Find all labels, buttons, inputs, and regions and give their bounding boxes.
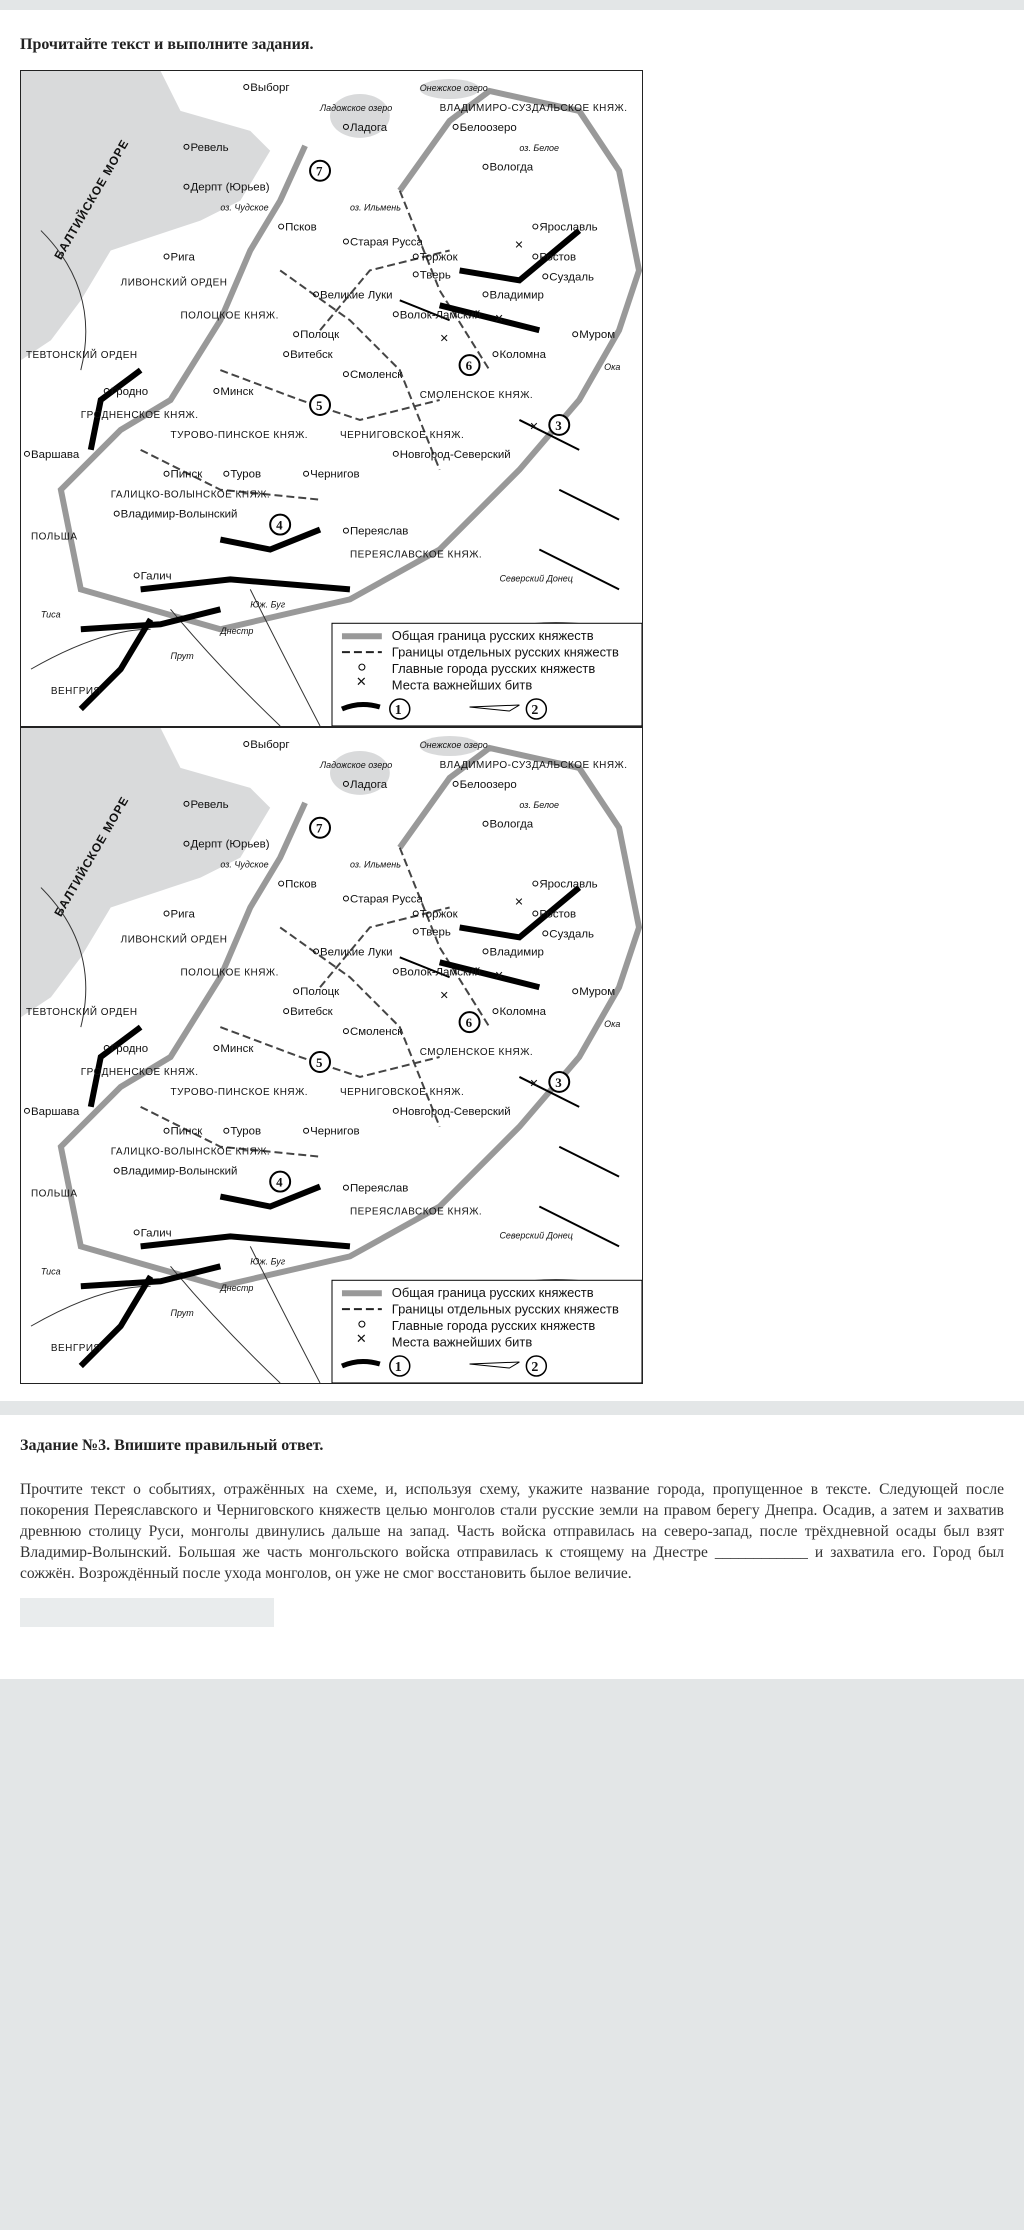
- city-label: Владимир: [489, 289, 544, 302]
- battle-marker-number: 4: [276, 1174, 283, 1190]
- region-label: ЛИВОНСКИЙ ОРДЕН: [120, 277, 228, 289]
- battle-cross-icon: ✕: [514, 896, 524, 909]
- city-label: Минск: [220, 386, 254, 399]
- historical-map-copy: [20, 727, 643, 1384]
- region-label: ГРОДНЕНСКОЕ КНЯЖ.: [80, 409, 199, 421]
- legend-number-2: 2: [531, 1359, 539, 1375]
- city-label: Ярославль: [539, 878, 598, 891]
- city-label: Ревель: [190, 141, 229, 154]
- city-label: Торжок: [419, 251, 458, 264]
- region-label: ЧЕРНИГОВСКОЕ КНЯЖ.: [339, 429, 465, 441]
- city-label: Дерпт (Юрьев): [190, 181, 270, 194]
- legend-item: Места важнейших битв: [391, 677, 533, 693]
- battle-cross-icon: ✕: [514, 239, 524, 252]
- city-label: Переяслав: [349, 525, 409, 538]
- region-label: ПЕРЕЯСЛАВСКОЕ КНЯЖ.: [349, 1206, 483, 1218]
- city-label: Полоцк: [300, 986, 340, 999]
- task-text: Прочтите текст о событиях, отражённых на схеме, и, используя схему, укажите название города, пропущенное в тексте. Следующей после покорения Переяславского и Черниговского княжеств целью монголов стали русские земли на правом берегу Днепра. Осадив, а затем и захватив древнюю столицу Руси, монголы двинулись дальше на запад. Часть войска отправилась на северо-запад, после трёхдневной осады был взят Владимир-Волынский. Большая же часть монгольского войска отправилась к стоящему на Днестре ____________ и захватила его. Город был сожжён. Возрождённый после ухода монголов, он уже не смог восстановить былое величие.: [20, 1481, 1004, 1582]
- city-label: Варшава: [30, 448, 80, 461]
- city-label: Смоленск: [349, 369, 403, 382]
- battle-marker-number: 3: [555, 1074, 562, 1090]
- region-label: ГАЛИЦКО-ВОЛЫНСКОЕ КНЯЖ.: [110, 489, 271, 501]
- lake-label: Ладожское озеро: [320, 759, 393, 770]
- river-label: Северский Донец: [499, 573, 573, 584]
- city-label: Минск: [220, 1043, 254, 1056]
- city-label: Белоозеро: [459, 121, 517, 134]
- legend-item: Главные города русских княжеств: [391, 1318, 596, 1334]
- battle-cross-icon: ✕: [529, 420, 539, 433]
- city-label: Суздаль: [549, 928, 595, 941]
- city-label: Вологда: [489, 161, 534, 174]
- region-label: ТЕВТОНСКИЙ ОРДЕН: [25, 1007, 138, 1019]
- region-label: ВЛАДИМИРО-СУЗДАЛЬСКОЕ КНЯЖ.: [439, 102, 628, 114]
- city-label: Новгород-Северский: [399, 448, 511, 461]
- river-label: Прут: [170, 651, 194, 662]
- battle-marker-number: 5: [316, 1054, 323, 1070]
- lake-label: оз. Чудское: [220, 859, 269, 870]
- city-label: Торжок: [419, 908, 458, 921]
- city-label: Выборг: [250, 81, 290, 94]
- city-label: Владимир-Волынский: [120, 1165, 238, 1178]
- region-label: ПЕРЕЯСЛАВСКОЕ КНЯЖ.: [349, 549, 483, 561]
- sea-label: БАЛТИЙСКОЕ МОРЕ: [51, 136, 132, 262]
- battle-cross-icon: ✕: [494, 970, 504, 983]
- lake-label: оз. Ильмень: [349, 202, 401, 213]
- region-label: ГАЛИЦКО-ВОЛЫНСКОЕ КНЯЖ.: [110, 1146, 271, 1158]
- battle-cross-icon: ✕: [494, 313, 504, 326]
- city-label: Муром: [579, 329, 616, 342]
- battle-marker-number: 4: [276, 517, 283, 533]
- task-title: Задание №3. Впишите правильный ответ.: [20, 1437, 324, 1454]
- city-label: Рига: [170, 908, 195, 921]
- region-label: ВЕНГРИЯ: [50, 1343, 102, 1355]
- battle-marker-number: 5: [316, 397, 323, 413]
- legend-item: Границы отдельных русских княжеств: [391, 1301, 619, 1317]
- city-label: Ростов: [539, 251, 577, 264]
- battle-marker-number: 7: [316, 163, 323, 179]
- region-label: ПОЛОЦКОЕ КНЯЖ.: [180, 310, 279, 322]
- answer-input[interactable]: [20, 1598, 274, 1627]
- city-label: Белоозеро: [459, 778, 517, 791]
- region-label: ПОЛЬША: [30, 1188, 78, 1200]
- legend-item: Главные города русских княжеств: [391, 661, 596, 677]
- city-label: Тверь: [419, 269, 451, 282]
- river-label: Юж. Буг: [250, 1256, 286, 1267]
- city-label: Псков: [285, 878, 317, 891]
- city-label: Суздаль: [549, 271, 595, 284]
- lake-label: Онежское озеро: [419, 739, 488, 750]
- city-label: Коломна: [499, 349, 547, 362]
- legend-item: Общая граница русских княжеств: [391, 1285, 594, 1301]
- region-label: ТУРОВО-ПИНСКОЕ КНЯЖ.: [170, 429, 309, 441]
- city-label: Смоленск: [349, 1026, 403, 1039]
- map-legend: [332, 1280, 642, 1383]
- city-label: Пинск: [170, 1125, 203, 1138]
- city-label: Новгород-Северский: [399, 1105, 511, 1118]
- reading-section: [0, 10, 1024, 1401]
- city-label: Старая Русса: [349, 236, 423, 249]
- city-label: Полоцк: [300, 329, 340, 342]
- city-label: Рига: [170, 251, 195, 264]
- city-label: Коломна: [499, 1006, 547, 1019]
- city-label: Ладога: [349, 778, 388, 791]
- city-label: Дерпт (Юрьев): [190, 838, 270, 851]
- city-label: Галич: [140, 1227, 172, 1240]
- lake-label: Онежское озеро: [419, 82, 488, 93]
- city-label: Великие Луки: [320, 289, 393, 302]
- lake-label: оз. Чудское: [220, 202, 269, 213]
- lake-label: оз. Белое: [519, 142, 560, 153]
- city-label: Владимир-Волынский: [120, 508, 238, 521]
- city-label: Муром: [579, 986, 616, 999]
- region-label: ГРОДНЕНСКОЕ КНЯЖ.: [80, 1066, 199, 1078]
- city-label: Ростов: [539, 908, 577, 921]
- battle-cross-icon: ✕: [439, 333, 449, 346]
- lake-label: оз. Ильмень: [349, 859, 401, 870]
- region-label: ЧЕРНИГОВСКОЕ КНЯЖ.: [339, 1086, 465, 1098]
- city-label: Пинск: [170, 468, 203, 481]
- region-label: ВЛАДИМИРО-СУЗДАЛЬСКОЕ КНЯЖ.: [439, 759, 628, 771]
- river-label: Ока: [604, 1019, 621, 1030]
- river-label: Днестр: [220, 1283, 254, 1294]
- battle-cross-icon: ✕: [529, 1077, 539, 1090]
- city-label: Псков: [285, 221, 317, 234]
- city-label: Волок-Ламский: [399, 966, 481, 979]
- river-label: Ока: [604, 362, 621, 373]
- lake-label: оз. Белое: [519, 799, 560, 810]
- river-label: Прут: [170, 1308, 194, 1319]
- city-label: Туров: [230, 1125, 262, 1138]
- task-section: [0, 1415, 1024, 1679]
- legend-item: Общая граница русских княжеств: [391, 628, 594, 644]
- battle-marker-number: 6: [465, 1015, 473, 1031]
- city-label: Чернигов: [310, 468, 360, 481]
- city-label: Великие Луки: [320, 946, 393, 959]
- city-label: Галич: [140, 570, 172, 583]
- city-label: Витебск: [290, 349, 333, 362]
- sea-label: БАЛТИЙСКОЕ МОРЕ: [51, 793, 132, 919]
- region-label: СМОЛЕНСКОЕ КНЯЖ.: [419, 1047, 534, 1059]
- lake-label: Ладожское озеро: [320, 102, 393, 113]
- city-label: Туров: [230, 468, 262, 481]
- region-label: ТУРОВО-ПИНСКОЕ КНЯЖ.: [170, 1086, 309, 1098]
- battle-marker-number: 3: [555, 417, 562, 433]
- city-label: Тверь: [419, 926, 451, 939]
- region-label: СМОЛЕНСКОЕ КНЯЖ.: [419, 390, 534, 402]
- city-label: Переяслав: [349, 1182, 409, 1195]
- battle-marker-number: 6: [465, 358, 473, 374]
- top-bar: [0, 0, 1024, 10]
- region-label: ЛИВОНСКИЙ ОРДЕН: [120, 934, 228, 946]
- city-label: Волок-Ламский: [399, 309, 481, 322]
- legend-number-1: 1: [394, 702, 402, 718]
- city-label: Ярославль: [539, 221, 598, 234]
- city-label: Выборг: [250, 738, 290, 751]
- instruction-heading: Прочитайте текст и выполните задания.: [20, 36, 314, 53]
- river-label: Юж. Буг: [250, 599, 286, 610]
- region-label: ТЕВТОНСКИЙ ОРДЕН: [25, 350, 138, 362]
- section-divider: [0, 1401, 1024, 1415]
- city-label: Вологда: [489, 818, 534, 831]
- region-label: ПОЛЬША: [30, 531, 78, 543]
- legend-number-2: 2: [531, 702, 539, 718]
- region-label: ВЕНГРИЯ: [50, 686, 102, 698]
- region-label: ПОЛОЦКОЕ КНЯЖ.: [180, 967, 279, 979]
- legend-item: Границы отдельных русских княжеств: [391, 644, 619, 660]
- battle-marker-number: 7: [316, 820, 323, 836]
- map-legend: [332, 623, 642, 726]
- city-label: Владимир: [489, 946, 544, 959]
- city-label: Гродно: [110, 1043, 149, 1056]
- river-label: Тиса: [40, 609, 61, 620]
- city-label: Гродно: [110, 386, 149, 399]
- legend-item: Места важнейших битв: [391, 1334, 533, 1350]
- city-label: Ладога: [349, 121, 388, 134]
- river-label: Днестр: [220, 626, 254, 637]
- river-label: Тиса: [40, 1266, 61, 1277]
- battle-cross-icon: ✕: [355, 674, 367, 690]
- legend-number-1: 1: [394, 1359, 402, 1375]
- river-label: Северский Донец: [499, 1230, 573, 1241]
- historical-map: [20, 70, 643, 727]
- city-label: Витебск: [290, 1006, 333, 1019]
- city-label: Ревель: [190, 798, 229, 811]
- battle-cross-icon: ✕: [355, 1331, 367, 1347]
- battle-cross-icon: ✕: [439, 990, 449, 1003]
- city-label: Чернигов: [310, 1125, 360, 1138]
- city-label: Старая Русса: [349, 893, 423, 906]
- city-label: Варшава: [30, 1105, 80, 1118]
